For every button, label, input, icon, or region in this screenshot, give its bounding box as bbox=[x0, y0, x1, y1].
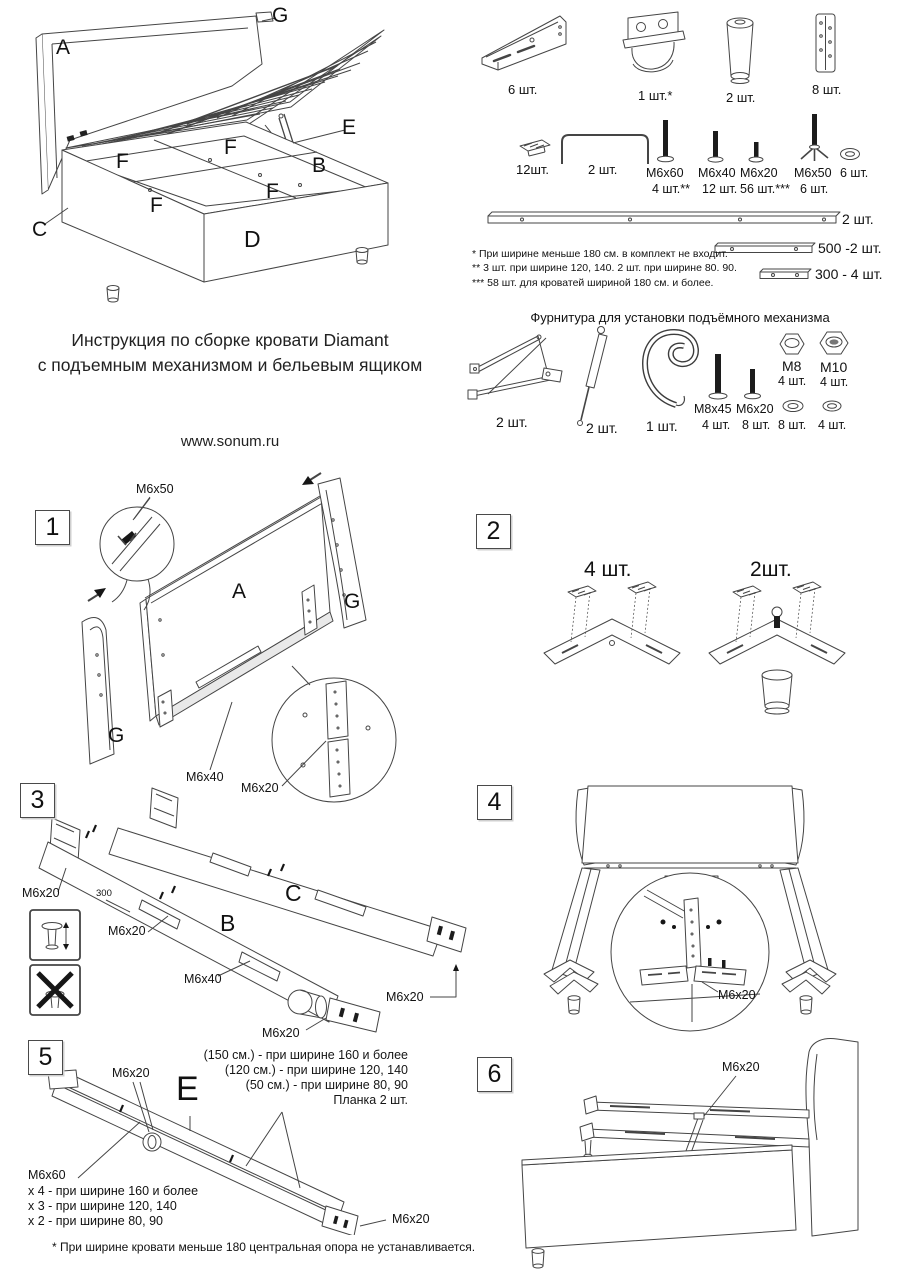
side-rail-b-shape bbox=[39, 818, 380, 1032]
step4-diagram bbox=[460, 770, 900, 1065]
hardware-section bbox=[460, 0, 900, 308]
step3-dim-300: 300 bbox=[96, 888, 112, 899]
slat-300-qty: 300 - 4 шт. bbox=[815, 266, 883, 282]
step5-m6x60-label: M6x60 bbox=[28, 1168, 66, 1182]
center-leg-qty: 1 шт.* bbox=[638, 88, 673, 103]
leg-qty: 2 шт. bbox=[726, 90, 756, 105]
lift-mechanism-icon bbox=[468, 335, 562, 399]
step1-g-left-label: G bbox=[108, 724, 125, 747]
slat-300-icon bbox=[760, 269, 811, 279]
corner-bracket-icon bbox=[482, 16, 566, 70]
gas-spring-icon bbox=[578, 327, 608, 426]
step2-diagram bbox=[460, 490, 900, 725]
arrow-top-right bbox=[302, 473, 321, 485]
step5-e-label: E bbox=[176, 1070, 199, 1108]
slat-500-qty: 500 -2 шт. bbox=[818, 240, 882, 256]
bolt-m6x40-label: M6x40 bbox=[698, 166, 736, 180]
overview-section bbox=[0, 0, 460, 315]
lift-hardware-section bbox=[460, 308, 900, 458]
part-label-g: G bbox=[272, 4, 289, 27]
step3-m6x20-c: M6x20 bbox=[386, 990, 424, 1004]
step3-c-label: C bbox=[285, 880, 302, 906]
bolt-m6x20-lift-qty: 8 шт. bbox=[742, 418, 771, 432]
washer-4-icon bbox=[823, 401, 841, 411]
strap-qty: 1 шт. bbox=[646, 418, 678, 434]
part-label-f3: F bbox=[150, 194, 163, 217]
title-line1: Инструкция по сборке кровати Diamant bbox=[71, 330, 389, 350]
part-label-f2: F bbox=[224, 136, 237, 159]
step5-width-line3: x 2 - при ширине 80, 90 bbox=[28, 1214, 163, 1228]
bolt-m8x45-qty: 4 шт. bbox=[702, 418, 731, 432]
mounting-plate-icon bbox=[816, 14, 835, 72]
step1-a-label: A bbox=[232, 580, 247, 603]
step3-m6x20-b: M6x20 bbox=[108, 924, 146, 938]
bottom-footnote: * При ширине кровати меньше 180 центральная опора не устанавливается. bbox=[52, 1240, 476, 1254]
bolt-m8x45-label: M8x45 bbox=[694, 402, 732, 416]
washer-8-icon bbox=[783, 401, 803, 412]
step1-number: 1 bbox=[35, 510, 70, 545]
slat-long-icon bbox=[488, 212, 840, 223]
step6-m6x20-label: M6x20 bbox=[722, 1060, 760, 1074]
nut-m10-label: M10 bbox=[820, 359, 848, 375]
slat-500-icon bbox=[715, 243, 815, 253]
glide-allowed-icon bbox=[30, 910, 80, 960]
lift-mechanism-qty: 2 шт. bbox=[496, 414, 528, 430]
leader-m6x40 bbox=[210, 702, 232, 770]
washer-qty: 6 шт. bbox=[840, 166, 869, 180]
step1-m6x20-label: M6x20 bbox=[241, 781, 279, 795]
step5-width-line1: x 4 - при ширине 160 и более bbox=[28, 1184, 199, 1198]
bolt-m6x20-icon bbox=[749, 142, 763, 162]
u-bracket-qty: 2 шт. bbox=[588, 162, 618, 177]
corner-bracket-qty: 6 шт. bbox=[508, 82, 538, 97]
cap-qty: 12шт. bbox=[516, 162, 550, 177]
center-leg-icon bbox=[623, 12, 685, 72]
bolt-m6x40-icon bbox=[708, 131, 723, 162]
step5-size-line2: (120 см.) - при ширине 120, 140 bbox=[224, 1063, 408, 1077]
bolt-m6x20-qty: 56 шт.*** bbox=[740, 182, 790, 196]
plate-qty: 8 шт. bbox=[812, 82, 842, 97]
detail-circle-center-support bbox=[611, 873, 769, 1031]
glide-m6x50-label: M6x50 bbox=[794, 166, 832, 180]
bolt-m6x20-label: M6x20 bbox=[740, 166, 778, 180]
note-3: *** 58 шт. для кроватей шириной 180 см. и более. bbox=[472, 277, 714, 289]
corner-bracket-4x bbox=[544, 582, 680, 664]
cap-icon bbox=[520, 140, 550, 156]
note-1: * При ширине меньше 180 см. в комплект не входит. bbox=[472, 248, 728, 260]
step5-planka-line: Планка 2 шт. bbox=[333, 1093, 408, 1107]
step6-diagram bbox=[460, 1030, 900, 1280]
part-label-f4: F bbox=[266, 180, 279, 203]
glide-m6x50-qty: 6 шт. bbox=[800, 182, 829, 196]
step3-number: 3 bbox=[20, 783, 55, 818]
step2-qty4: 4 шт. bbox=[584, 558, 632, 581]
nut-m10-qty: 4 шт. bbox=[820, 375, 849, 389]
u-bracket-icon bbox=[562, 135, 648, 164]
washer-8-qty: 8 шт. bbox=[778, 418, 807, 432]
washer-icon bbox=[841, 149, 860, 160]
step5-section bbox=[0, 1030, 470, 1235]
step1-g-right-label: G bbox=[344, 590, 361, 613]
step2-section bbox=[460, 490, 900, 725]
part-label-c: C bbox=[32, 218, 48, 241]
step5-m6x20-br: M6x20 bbox=[392, 1212, 430, 1226]
step3-section bbox=[0, 780, 470, 1045]
bolt-m6x60-label: M6x60 bbox=[646, 166, 684, 180]
step6-number: 6 bbox=[477, 1057, 512, 1092]
bed-frame-shape bbox=[522, 1039, 858, 1268]
step4-section bbox=[460, 770, 900, 1065]
step1-m6x40-label: M6x40 bbox=[186, 770, 224, 784]
step5-size-line1: (150 см.) - при ширине 160 и более bbox=[203, 1048, 408, 1062]
bolt-m6x60-qty: 4 шт.** bbox=[652, 182, 690, 196]
bolt-m6x60-icon bbox=[658, 120, 674, 162]
washer-4-qty: 4 шт. bbox=[818, 418, 847, 432]
step3-m6x40-label: M6x40 bbox=[184, 972, 222, 986]
slat-long-qty: 2 шт. bbox=[842, 211, 874, 227]
step2-qty2: 2шт. bbox=[750, 558, 792, 581]
step3-m6x20-d: M6x20 bbox=[262, 1026, 300, 1040]
part-label-a: A bbox=[56, 36, 71, 59]
nut-m10-icon bbox=[820, 332, 848, 354]
step4-number: 4 bbox=[477, 785, 512, 820]
part-label-b: B bbox=[312, 154, 327, 177]
title-line2: с подъемным механизмом и бельевым ящиком bbox=[37, 355, 423, 375]
bolt-m8x45-icon bbox=[709, 354, 727, 399]
leg-icon bbox=[727, 18, 753, 84]
step2-number: 2 bbox=[476, 514, 511, 549]
corner-bracket-with-leg-2x bbox=[709, 582, 845, 714]
step5-width-line2: x 3 - при ширине 120, 140 bbox=[28, 1199, 177, 1213]
part-label-f1: F bbox=[116, 150, 129, 173]
no-tilt-icon bbox=[30, 965, 80, 1015]
note-2: ** 3 шт. при ширине 120, 140. 2 шт. при ширине 80. 90. bbox=[472, 262, 737, 274]
bolt-m6x40-qty: 12 шт. bbox=[702, 182, 738, 196]
website-url: www.sonum.ru bbox=[180, 433, 280, 450]
step1-section bbox=[0, 470, 460, 810]
page-title bbox=[0, 328, 460, 378]
step4-m6x20-label: M6x20 bbox=[718, 988, 756, 1002]
nut-m8-qty: 4 шт. bbox=[778, 374, 807, 388]
step5-number: 5 bbox=[28, 1040, 63, 1075]
bolt-m6x20-lift-icon bbox=[745, 369, 761, 399]
step6-section bbox=[460, 1030, 900, 1280]
strap-icon bbox=[645, 332, 696, 406]
lift-hardware-title: Фурнитура для установки подъёмного механизма bbox=[530, 310, 830, 325]
part-label-e: E bbox=[342, 116, 357, 139]
part-label-d: D bbox=[244, 226, 261, 252]
step5-size-line3: (50 см.) - при ширине 80, 90 bbox=[245, 1078, 408, 1092]
bolt-m6x20-lift-label: M6x20 bbox=[736, 402, 774, 416]
glide-m6x50-icon bbox=[801, 114, 828, 161]
nut-m8-label: M8 bbox=[782, 358, 802, 374]
step5-m6x20-top: M6x20 bbox=[112, 1066, 150, 1080]
step3-b-label: B bbox=[220, 910, 236, 936]
gas-spring-qty: 2 шт. bbox=[586, 420, 618, 436]
nut-m8-icon bbox=[780, 334, 804, 354]
step1-m6x50-label: M6x50 bbox=[136, 482, 174, 496]
step3-m6x20-a: M6x20 bbox=[22, 886, 60, 900]
